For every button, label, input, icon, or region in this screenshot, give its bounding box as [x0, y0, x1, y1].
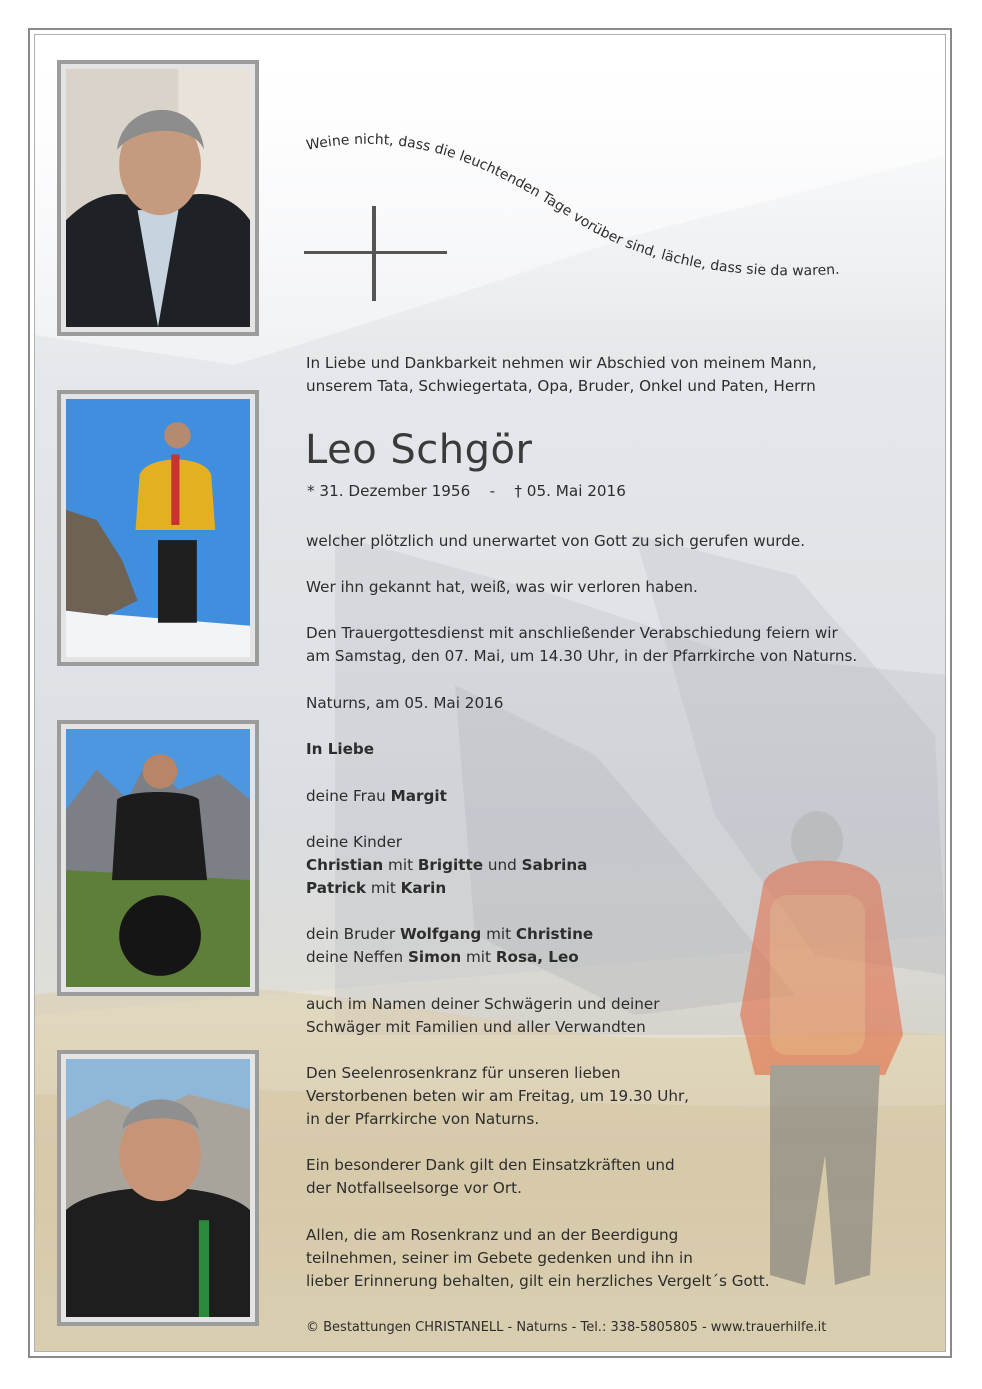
verse-text: Weine nicht, dass die leuchtenden Tage vorüber sind, lächle, dass sie da waren.: [304, 131, 840, 280]
knew-line: Wer ihn gekannt hat, weiß, was wir verloren haben.: [306, 578, 698, 596]
cross-icon: [304, 206, 448, 302]
nephew-with: mit: [461, 948, 496, 966]
dog-photo-image: [66, 729, 250, 987]
brother-with: mit: [481, 925, 516, 943]
intro-text: [306, 352, 906, 398]
mountain-summit-photo: [57, 390, 259, 666]
closing-line-3: lieber Erinnerung behalten, gilt ein herzliches Vergelt´s Gott.: [306, 1272, 770, 1290]
nephews-prefix: deine Neffen: [306, 948, 408, 966]
intro-line-1: In Liebe und Dankbarkeit nehmen wir Abschied von meinem Mann,: [306, 354, 817, 372]
hiking-portrait-photo: [57, 1050, 259, 1326]
wife-prefix: deine Frau: [306, 787, 391, 805]
rosary-line-1: Den Seelenrosenkranz für unseren lieben: [306, 1064, 621, 1082]
thanks-line-1: Ein besonderer Dank gilt den Einsatzkräften und: [306, 1156, 675, 1174]
brother-partner: Christine: [515, 925, 594, 943]
date-separator: -: [489, 482, 496, 500]
siblings-block: [306, 923, 906, 969]
hiking-portrait-photo-image: [66, 1059, 250, 1317]
in-love-heading: [306, 738, 906, 761]
closing-block: [306, 1224, 906, 1293]
closing-line-1: Allen, die am Rosenkranz und an der Beerdigung: [306, 1226, 679, 1244]
death-date: † 05. Mai 2016: [514, 482, 626, 500]
child-2: Patrick: [306, 879, 367, 897]
deceased-name: Leo Schgör: [305, 427, 533, 473]
relatives-line-1: auch im Namen deiner Schwägerin und deiner: [306, 995, 660, 1013]
mountain-summit-photo-image: [66, 399, 250, 657]
intro-line-2: unserem Tata, Schwiegertata, Opa, Bruder, Onkel und Paten, Herrn: [306, 377, 816, 395]
rosary-block: [306, 1062, 906, 1131]
service-line-2: am Samstag, den 07. Mai, um 14.30 Uhr, in der Pfarrkirche von Naturns.: [306, 647, 858, 665]
relatives-block: [306, 993, 906, 1039]
nephew-1: Simon: [407, 948, 462, 966]
dog-photo: [57, 720, 259, 996]
child-1: Christian: [306, 856, 384, 874]
brother-prefix: dein Bruder: [306, 925, 401, 943]
birth-date: * 31. Dezember 1956: [307, 482, 471, 500]
wife-line: [306, 785, 906, 808]
relatives-line-2: Schwäger mit Familien und aller Verwandten: [306, 1018, 646, 1036]
service-line-1: Den Trauergottesdienst mit anschließender Verabschiedung feiern wir: [306, 624, 838, 642]
thanks-line-2: der Notfallseelsorge vor Ort.: [306, 1179, 522, 1197]
place-date-line: Naturns, am 05. Mai 2016: [306, 694, 504, 712]
thanks-block: [306, 1154, 906, 1200]
child-1-partner: Brigitte: [417, 856, 484, 874]
brother-name: Wolfgang: [400, 925, 482, 943]
rosary-line-2: Verstorbenen beten wir am Freitag, um 19.30 Uhr,: [306, 1087, 690, 1105]
service-text: [306, 622, 906, 668]
children-label: deine Kinder: [306, 833, 403, 851]
in-love-line: In Liebe: [306, 740, 375, 758]
verse-arc: [0, 0, 982, 320]
child-2-with: mit: [366, 879, 401, 897]
wife-name: Margit: [390, 787, 447, 805]
place-date: [306, 692, 906, 715]
children-block: [306, 831, 906, 900]
rosary-line-3: in der Pfarrkirche von Naturns.: [306, 1110, 540, 1128]
called-text: [306, 530, 906, 553]
child-2-partner: Karin: [400, 879, 447, 897]
footer-credit: © Bestattungen CHRISTANELL - Naturns - Tel.: 338-5805805 - www.trauerhilfe.it: [306, 1320, 827, 1335]
called-line: welcher plötzlich und unerwartet von Gott zu sich gerufen wurde.: [306, 532, 806, 550]
knew-text: [306, 576, 906, 599]
child-1-child: Sabrina: [521, 856, 588, 874]
life-dates: [307, 482, 626, 500]
closing-line-2: teilnehmen, seiner im Gebete gedenken und ihn in: [306, 1249, 693, 1267]
nephews-rest: Rosa, Leo: [495, 948, 579, 966]
child-1-and: und: [483, 856, 522, 874]
child-1-with: mit: [383, 856, 418, 874]
